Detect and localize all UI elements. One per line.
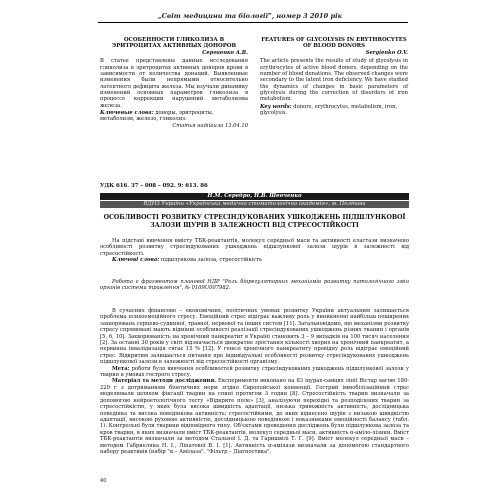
running-header: „Світ медицини та біології”, номер 3 2010 рік: [157, 12, 343, 20]
russian-summary-author: Сергиенко А.В.: [202, 50, 248, 57]
author-names: Н.М. Серебро, Н.В. Шевченко: [100, 193, 409, 200]
goal-text: роботи було вивчення особливостей розвитку стресіндукованих ушкоджень підшлункової залози у тварин в умовах гострого стресу.: [100, 365, 409, 379]
ukrainian-abstract-text: На підставі вивчення вмісту ТБК-реактантів, молекул середньої маси та активності еластази визначено особливості розвитку стресіндукованих ушкоджень підшлункової залози щурів в залежності від стресостійкості.: [100, 238, 409, 257]
author-affiliation: ВДНЗ України «Українська медична стоматологічна академія», м. Полтава: [100, 201, 409, 208]
english-summary-title: FEATURES OF GLYCOLYSIS IN ERYTHROCYTES OF BLOOD DONORS: [261, 37, 407, 50]
ukrainian-keywords-label: Ключові слова:: [112, 257, 160, 264]
russian-keywords-label: Ключевые слова:: [100, 109, 154, 116]
article-body: [100, 308, 409, 455]
english-keywords-text: donors, erythrocytes, metabolism, iron, glycolysis.: [260, 103, 398, 116]
russian-keywords-text: доноры, эритроциты, метаболизм, железо, гликолиз.: [100, 109, 214, 123]
english-summary-keywords: [260, 104, 408, 117]
authors-block: [100, 193, 409, 208]
russian-summary-keywords: [100, 110, 248, 123]
methods-text: Експерименти виконано на 83 щурах-самцях лінії Вістар вагою 180-220 г з дотриманням біоетичних норм згідно Європейської конвенції. Гострий іммобілізаційний стрес моделювали шляхом фіксації тварин на спині протягом 3 годин [8]. Стресостійкість тварин визначали за допомогою нейроетологічного тесту «Відкрите поле» [3], аналізуючи перехідні та розподілених тварин за стресостійкістю, у яких була висока швидкість адаптації, низька тривожність активність, дослідницька поведінка та висока поведінкова активність; стресостійкими, до яких віднесено щурів з низькою швидкістю адаптації, високою руховою активністю, дослідницькою поведінкою і показниками емоційності балансу (табл. 1). Контрольні були тварини відповідного типу. Об'єктами проведення досліджень були підшлункова залоза та кров тварин, в яких визначали вміст ТБК-реактантів, молекул середньої маси, активність α-аміло-лізини. Вміст ТБК-реактантів визначали за методом Стальної І. Д. та Гаришвілі Т. Г. [9]. Вміст молекул середньої маси – методом Габриеляна Н. І., Ліпатової В. І. [1]. Активність α-амілази визначали за допомогою стандартного набору реактивів (набір "α – Амілаза", "Фільтр – Діагностика",: [100, 378, 410, 455]
ukrainian-keywords: [100, 257, 409, 263]
ukrainian-keywords-text: підшлункова залоза, стресостійкість: [160, 257, 262, 264]
methods-label: Матеріал та методи дослідження.: [112, 378, 216, 385]
goal-paragraph: [100, 366, 409, 379]
english-summary-author: Sergienko O.V.: [365, 50, 408, 57]
methods-paragraph: [100, 378, 409, 455]
intro-paragraph: В сучасних фінансово – економічних, політичних умовах розвитку України актуальним залишається проблема психоемоційного стресу. Емоційний стрес відіграє важливу роль у виникненні найбільш поширених захворювань серцево-судинної, травної, нервової та інших систем [11]. Загальновідомо, що механізми розвитку стресу спрямовані мають відмінні особливості реалізації стресіндукованих ушкоджень різних тканин і органів [5, 6, 10]. Захворюваність на хронічний панкреатит в Україні становить 3 – 9 випадків на 100 тисяч населення [2]. За останні 30 років у світі відзначається двократне зростання кількості хворих на хронічний панкреатит, а первинна інвалідизація сягає 15 % [12]. У генезі хронічного панкреатиту провідну роль відіграє емоційний стрес. Відкритим залишається питання про індивідуальні особливості розвитку стресіндукованих ушкоджень підшлункової залози в залежності від стресостійкості організму.: [100, 308, 409, 366]
page-number: 40: [100, 478, 107, 484]
english-summary-column: [260, 37, 408, 116]
english-summary-abstract: The article presents the results of study of glycolysis in erythrocytes of active blood donors, depending on the number of blood donations. The observed changes were secondary to the latent iron deficiency. We have studied the dynamics of changes in basic parameters of glycolysis during the correction of disorders of iron metabolism.: [260, 58, 408, 103]
article-title: ОСОБЛИВОСТІ РОЗВИТКУ СТРЕСІНДУКОВАНИХ УШКОДЖЕНЬ ПІДШЛУНКОВОЇ ЗАЛОЗИ ЩУРІВ В ЗАЛЕЖНОСТІ ВІД СТРЕСОСТІЙКОСТІ: [103, 214, 406, 229]
received-date: Статья надійшла 13.04.10: [172, 123, 248, 130]
ukrainian-abstract: [100, 238, 409, 264]
russian-summary-abstract: В статье представлены данные исследования гликолиза в эритроцитах активных доноров крови в зависимости от количества донаций. Выявленные изменения были непрямыми относительно латентного дефицита железа. Мы изучали динамику изменений основных параметров гликолиза в процессе коррекции нарушений метаболизма железа.: [100, 58, 248, 109]
grant-note: Робота є фрагментом планової НДР "Роль біорегуляторних механізмів розвитку патологічного змін органів системи травлення", № 0109U007982.: [100, 279, 409, 292]
header-rule: [98, 22, 408, 23]
english-keywords-label: Key words:: [260, 103, 292, 110]
russian-summary-column: [100, 37, 248, 130]
goal-label: Мета:: [112, 365, 130, 372]
udk-code: УДК 616. 37 – 008 – 092. 9: 613. 86: [100, 183, 208, 189]
russian-summary-title: ОСОБЕННОСТИ ГЛИКОЛИЗА В ЭРИТРОЦИТАХ АКТИВНЫХ ДОНОРОВ: [111, 37, 237, 50]
